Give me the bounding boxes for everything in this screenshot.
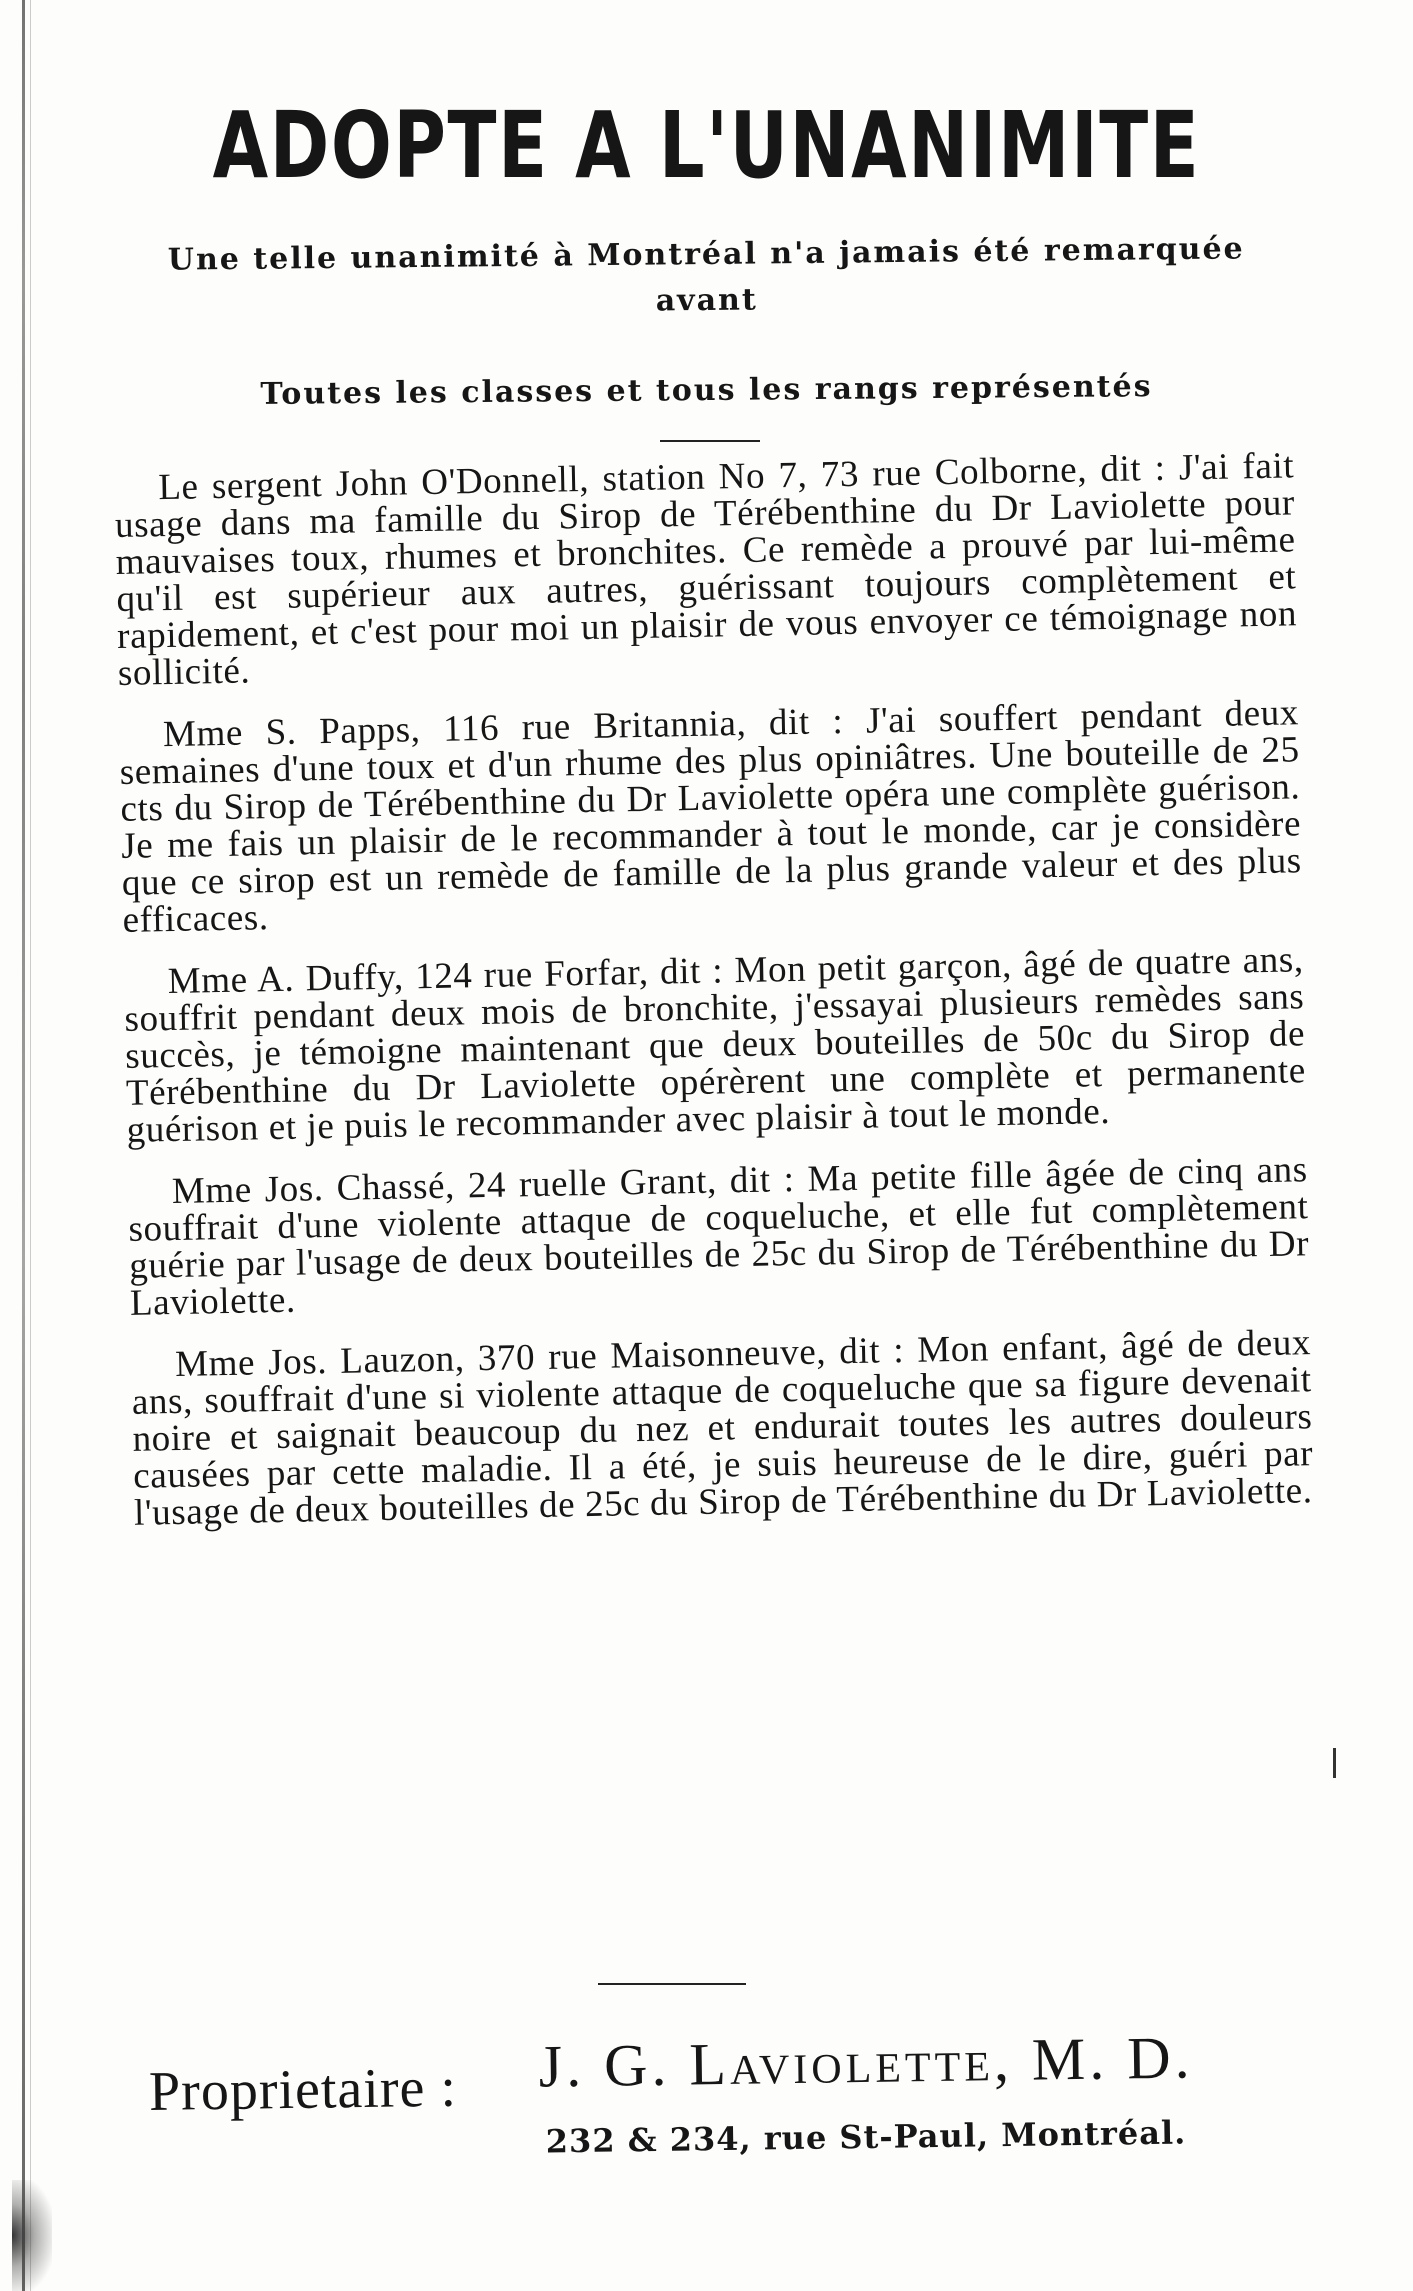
scan-edge-smudge — [12, 2180, 52, 2291]
proprietor-label: Proprietaire : — [148, 2056, 458, 2123]
proprietor-address: 232 & 234, rue St-Paul, Montréal. — [545, 2113, 1187, 2161]
testimonial-paragraph: Mme A. Duffy, 124 rue Forfar, dit : Mon petit garçon, âgé de quatre ans, souffrit pendant deux mois de bronchite, j'essayai plusieurs remèdes sans succès, je témoigne maintenant que deux bouteilles de 50c du Sirop de Térébenthine du Dr Laviolette opérèrent une complète et permanente guérison et je puis le recommander avec plaisir à tout le monde. — [124, 939, 1307, 1151]
testimonial-paragraph: Le sergent John O'Donnell, station No 7, 73 rue Colborne, dit : J'ai fait usage dans ma famille du Sirop de Térébenthine du Dr Laviolette pour mauvaises toux, rhumes et bronchites. Ce remède a prouvé par lui-même qu'il est supérieur aux autres, guérissant toujours complètement et rapidement, et c'est pour moi un plaisir de vous envoyer ce témoignage non sollicité. — [114, 445, 1298, 694]
scan-edge-line-secondary — [30, 0, 31, 2291]
proprietor-block — [148, 2002, 1310, 2168]
testimonials-body — [114, 447, 1315, 1556]
scan-edge-line — [22, 0, 25, 2291]
subtitle-unanimity: Une telle unanimité à Montréal n'a jamais été remarquée avant — [167, 231, 1245, 319]
footer-divider — [598, 1983, 746, 1985]
proprietor-name: J. G. Laviolette, M. D. — [538, 2024, 1194, 2100]
margin-mark — [1333, 1748, 1336, 1778]
testimonial-paragraph: Mme S. Papps, 116 rue Britannia, dit : J'ai souffert pendant deux semaines d'une toux et d'un rhume des plus opiniâtres. Une bouteille de 25 cts du Sirop de Térébenthine du Dr Laviolette opéra une complète guérison. Je me fais un plaisir de le recommander à tout le monde, car je considère que ce sirop est un remède de famille de la plus grande valeur et des plus efficaces. — [119, 692, 1303, 941]
header-divider — [660, 440, 760, 442]
subtitle-classes: Toutes les classes et tous les rangs représentés — [260, 369, 1153, 412]
testimonial-paragraph: Mme Jos. Lauzon, 370 rue Maisonneuve, dit : Mon enfant, âgé de deux ans, souffrait d'une si violente attaque de coqueluche que sa figure devenait noire et saignait beaucoup du nez et endurait toutes les autres douleurs causées par cette maladie. Il a été, je suis heureuse de le dire, guéri par l'usage de deux bouteilles de 25c du Sirop de Térébenthine du Dr Laviolette. — [131, 1322, 1314, 1534]
testimonial-paragraph: Mme Jos. Chassé, 24 ruelle Grant, dit : Ma petite fille âgée de cinq ans souffrait d'une violente attaque de coqueluche, et elle fut complètement guérie par l'usage de deux bouteilles de 25c du Sirop de Térébenthine du Dr Laviolette. — [128, 1149, 1310, 1324]
page-title: ADOPTE A L'UNANIMITE — [212, 92, 1201, 199]
